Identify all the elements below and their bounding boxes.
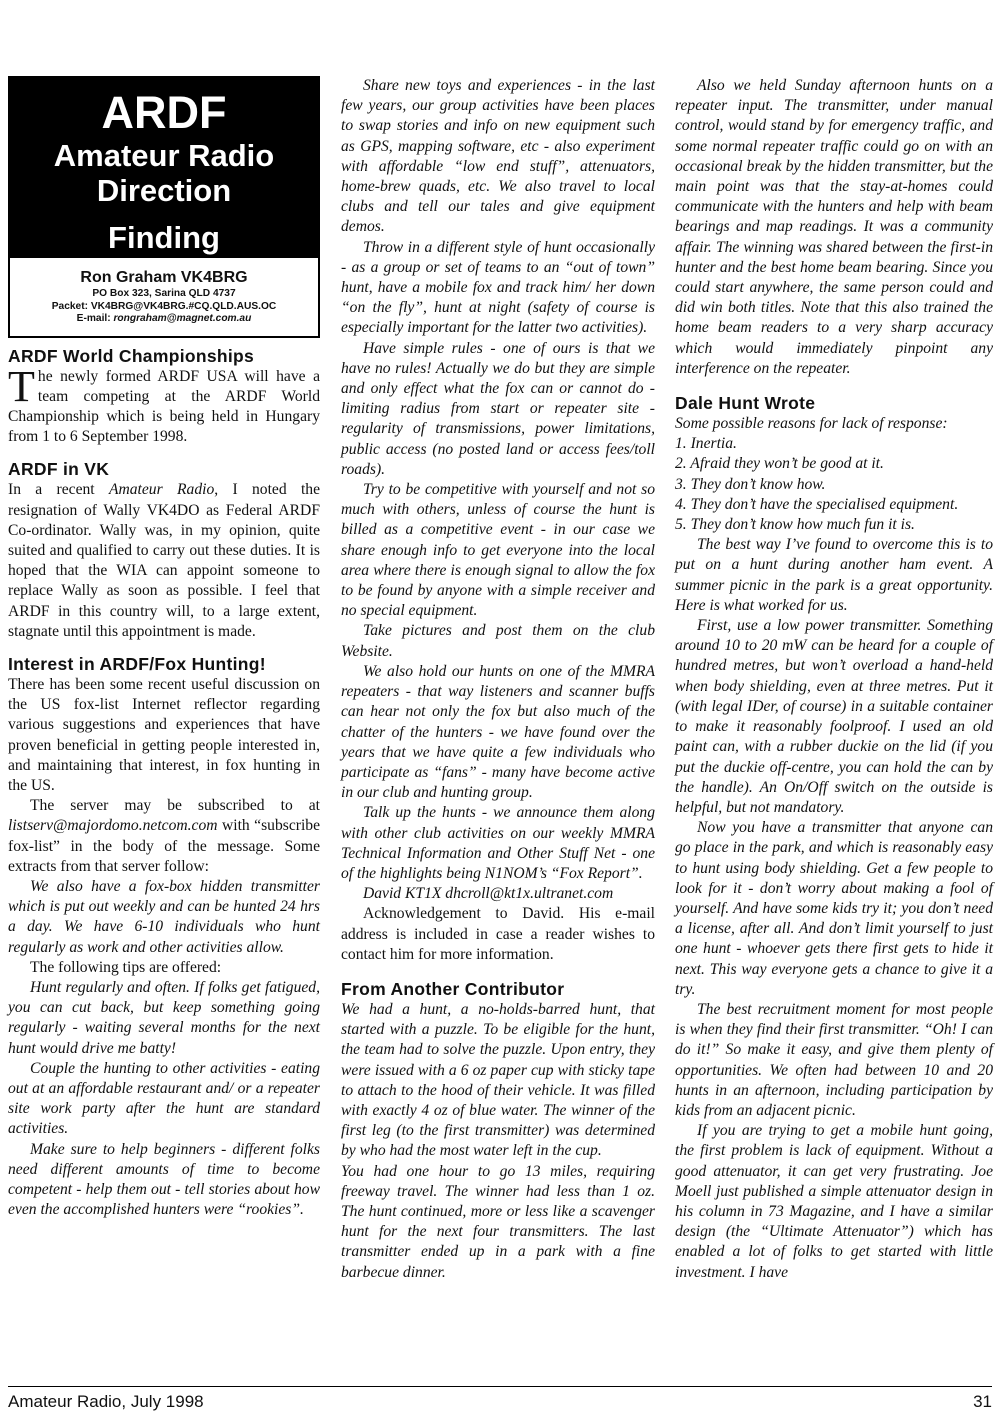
author-packet: Packet: VK4BRG@VK4BRG.#CQ.QLD.AUS.OC (51, 300, 277, 312)
column-2 (341, 76, 655, 1283)
column-3 (675, 76, 993, 1283)
author-name: Ron Graham VK4BRG (80, 269, 248, 286)
heading-dale-hunt: Dale Hunt Wrote (675, 393, 816, 414)
article-subtitle-line1: Amateur Radio (53, 138, 275, 173)
interest-p6: Couple the hunting to other activities - eating out at an affordable restaurant and/ or a repeater site work party after the hunt are standard activities. (8, 1059, 320, 1138)
email-label: E-mail: (76, 313, 114, 324)
dale-intro: Some possible reasons for lack of response: (675, 415, 948, 433)
col2-p1: Share new toys and experiences - in the last few years, our group activities have been places to swap stories and info on new equipment such as GPS, mapping software, etc - also experiment with affordable “low end stuff”, attenuators, home-brew quads, etc. We also travel to local clubs and tell our tales and give equipment demos. (341, 77, 655, 236)
publication-name: Amateur Radio, July 1998 (8, 1392, 204, 1411)
title-banner (10, 78, 318, 258)
interest-p4: The following tips are offered: (30, 958, 222, 976)
page-footer (8, 1386, 992, 1411)
dale-reason-1: 1. Inertia. (675, 435, 737, 453)
col2-p5: Take pictures and post them on the club Website. (341, 622, 655, 660)
col2-p8: David KT1X dhcroll@kt1x.ultranet.com (363, 885, 614, 903)
col2-p9: Acknowledgement to David. His e-mail address is included in case a reader wishes to contact him for more information. (341, 905, 655, 963)
article-subtitle-line2: Direction (96, 173, 232, 208)
dale-p5: If you are trying to get a mobile hunt going, the first problem is lack of equipment. Without a good attenuator, it can get very frustrating. Joe Moell just published a simple attenuator design in his column in 73 Magazine, and I have a similar design (the “Ultimate Attenuator”) which has enabled a lot of folks to get started with little investment. I have (675, 1122, 993, 1281)
col2-p7: Talk up the hunts - we announce them along with other club activities on our weekly MMRA Technical Information and Other Stuff Net - one of the highlights being N1NOM’s “Fox Report”. (341, 804, 655, 882)
vk-magazine-name: Amateur Radio (108, 481, 215, 499)
vk-text-a: In a recent (8, 481, 109, 499)
contributor-p1: We had a hunt, a no-holds-barred hunt, that started with a puzzle. To be eligible for the hunt, the team had to solve the puzzle. Upon entry, they were issued with a 6 oz paper cup with sticky tape to attach to the hood of their vehicle. It was filled with exactly 4 oz of blue water. The winner of the first leg (to the first transmitter) was determined by who had the most water left in the cup. (341, 1000, 655, 1160)
championships-text: The newly formed ARDF USA will have a team competing at the ARDF World Championship which is being held in Hungary from 1 to 6 September 1998. (8, 361, 320, 446)
col2-p3: Have simple rules - one of ours is that we have no rules! Actually we do but they are simple and only effect what the fox can or cannot do - limiting radius from start or repeater site - regularity of transmissions, power limitations, public access (no posted land or access fees/toll roads). (341, 339, 655, 478)
article-title: ARDF (101, 87, 227, 138)
article-subtitle-line3: Finding (108, 220, 220, 255)
page-number: 31 (973, 1392, 992, 1411)
contributor-p2: You had one hour to go 13 miles, requiring freeway travel. The winner had less than 1 oz. The hunt continued, more or less like a scavenger hunt for the next four transmitters. The last transmitter ended up in a park with a fine barbecue dinner. (341, 1162, 655, 1281)
interest-p2-a: The server may be subscribed to at (30, 797, 320, 815)
author-block (10, 258, 318, 336)
interest-p2 (8, 796, 320, 877)
col3-p1: Also we held Sunday afternoon hunts on a repeater input. The transmitter, under manual control, would stand by for emergency traffic, and some normal repeater traffic could go on with an occasional break by the hidden transmitter, but the main point was that the stay-at-homes could communicate with the hunters and help with beam bearings and map readings. It was a community affair. The winning was shared between the first-in hunter and the best home beam bearing. Since you could start anywhere, the same person could and did win both titles. Note that this also trained the home beam readers to a very sharp accuracy which would immediately pinpoint any interference on the repeater. (675, 77, 993, 377)
author-address: PO Box 323, Sarina QLD 4737 (92, 288, 236, 299)
dale-p4: The best recruitment moment for most people is when they find their first transmitter. “Oh! I can do it!” So make it easy, and give them plenty of opportunities. We often had between 10 and 20 hunts in an afternoon, including participation by kids from an adjacent picnic. (675, 1000, 993, 1119)
dale-p1: The best way I’ve found to overcome this is to put on a hunt during another ham event. A summer picnic in the park is a great opportunity. Here is what worked for us. (675, 536, 993, 614)
dale-reason-4: 4. They don’t have the specialised equipment. (675, 495, 959, 513)
dale-p2: First, use a low power transmitter. Something around 10 to 20 mW can be heard for a couple of hundred metres, but won’t overload a hand-held when body shielding, even at three metres. Put it (with legal IDer, of course) in a suitable container to make it reasonably foolproof. I used an old paint can, with a rubber duckie on the lid (if you put the duckie off-centre, you can hold the can by the handle). An On/Off switch on the outside is helpful, but not mandatory. (675, 617, 993, 816)
author-email-line (14, 313, 314, 326)
vk-text-c: , I noted the resignation of Wally VK4DO as Federal ARDF Co-ordinator. Wally was, in my opinion, quite suited and qualified to carry out these duties. It is hoped that the WIA can appoint someone to replace Wally as soon as possible. I feel that ARDF in this country will, to a large extent, stagnate until this appointment is made. (8, 481, 320, 640)
column-1 (8, 76, 320, 1220)
dale-reason-2: 2. Afraid they won’t be good at it. (675, 455, 884, 473)
col2-p6: We also hold our hunts on one of the MMRA repeaters - that way listeners and scanner buffs can hear not only the fox but also much of the chatter of the hunters - we have found over the years that we have quite a few individuals who participate as “fans” - many have become active in our club and hunting group. (341, 662, 655, 802)
vk-paragraph (8, 480, 320, 642)
interest-p3: We also have a fox-box hidden transmitter which is put out weekly and can be hunted 24 hrs a day. We have 6-10 individuals who hunt regularly as work and other activities allow. (8, 877, 320, 956)
heading-interest: Interest in ARDF/Fox Hunting! (8, 653, 266, 674)
col2-p2: Throw in a different style of hunt occasionally - as a group or set of teams to an “out of town” hunt, have a mobile fox and track him/ her down “on the fly”, hunt at night (safety of course is especially important for the latter two activities). (341, 238, 655, 337)
interest-p7: Make sure to help beginners - different folks need different amounts of time to become competent - help them out - tell stories about how even the accomplished hunters were “rookies”. (8, 1140, 320, 1219)
col2-p4: Try to be competitive with yourself and not so much with others, unless of course the hunt is billed as a competitive event - in our case we share enough info to get everyone into the local area where there is enough signal to allow the fox to be found by anyone with a simple receiver and no special equipment. (341, 481, 655, 620)
listserv-address: listserv@majordomo.netcom.com (8, 817, 218, 835)
heading-world-championships: ARDF World Championships (8, 345, 255, 366)
author-email: rongraham@magnet.com.au (113, 313, 252, 324)
title-box (8, 76, 320, 338)
interest-p1: There has been some recent useful discussion on the US fox-list Internet reflector regarding various suggestions and experiences that have proven beneficial in getting people interested in, and maintaining that interest, in fox hunting in the US. (8, 675, 320, 794)
dale-p3: Now you have a transmitter that anyone can go place in the park, and which is reasonably easy to hunt using body shielding. Get a few people to look for it - don’t worry about making a fool of yourself. And have some kids try it; you don’t need a license, after all. And don’t limit yourself to just one hunt - whoever gets there first gets to hide it next. This way everyone gets a chance to give it a try. (675, 819, 993, 998)
dale-reason-3: 3. They don’t know how. (675, 475, 826, 493)
heading-another-contributor: From Another Contributor (341, 978, 565, 999)
interest-p5: Hunt regularly and often. If folks get fatigued, you can cut back, but keep something going regularly - waiting several months for the next hunt would drive me batty! (8, 978, 320, 1057)
heading-ardf-in-vk: ARDF in VK (8, 459, 110, 480)
dale-reason-5: 5. They don’t know how much fun it is. (675, 516, 915, 534)
interest-p2-c: with “subscribe fox-list” in the body of the message. Some extracts from that server follow: (8, 817, 320, 875)
